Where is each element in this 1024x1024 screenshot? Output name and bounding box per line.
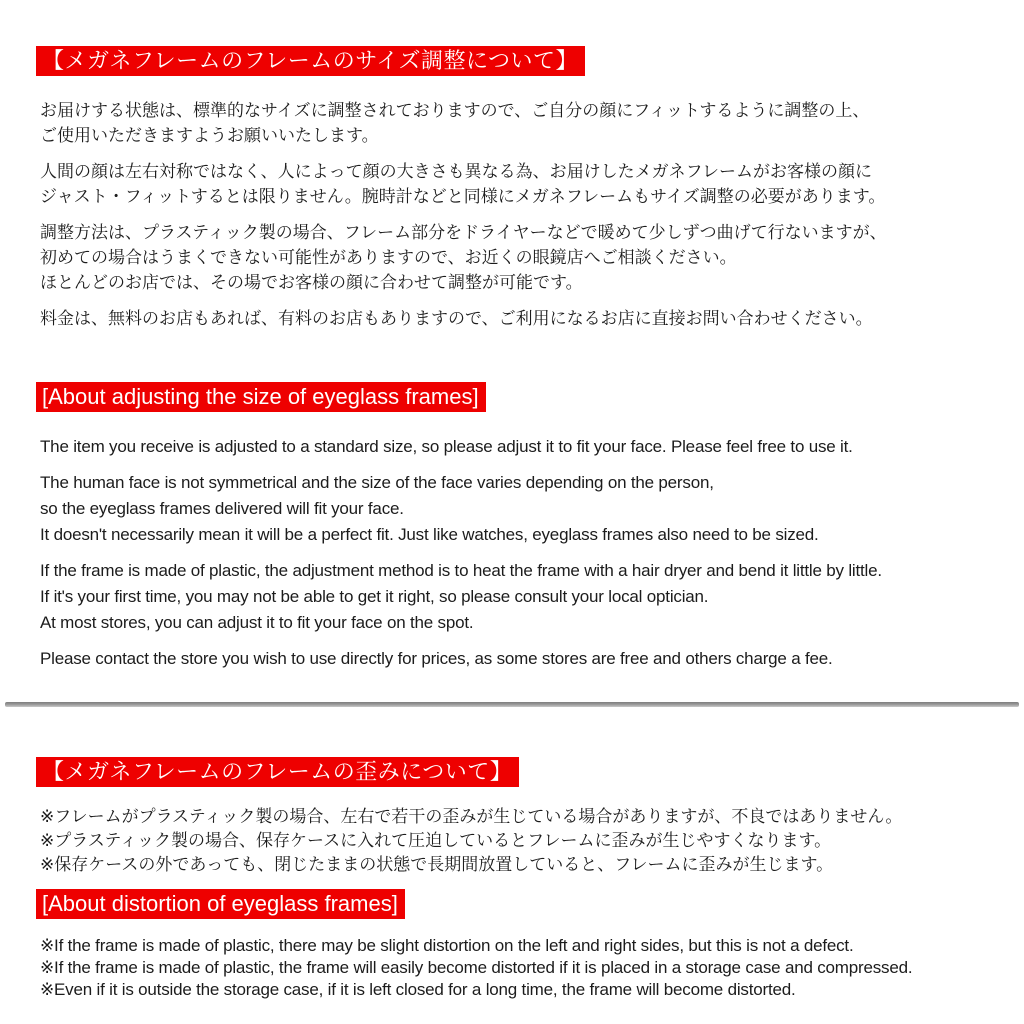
text-line: The item you receive is adjusted to a standard size, so please adjust it to fit your face. Please feel free to use it.: [40, 437, 853, 456]
jp-paragraph-delivery-state: [40, 98, 1008, 148]
distortion-heading-jp: 【メガネフレームのフレームの歪みについて】: [36, 757, 519, 787]
size-adjustment-body-en: [40, 434, 1008, 672]
size-adjustment-heading-en: [About adjusting the size of eyeglass frames]: [36, 382, 486, 412]
text-line: The human face is not symmetrical and the size of the face varies depending on the person,: [40, 473, 714, 492]
en-paragraph-face-symmetry: [40, 470, 1008, 548]
text-line: お届けする状態は、標準的なサイズに調整されておりますので、ご自分の顔にフィットするように調整の上、: [40, 101, 870, 120]
text-line: 人間の顔は左右対称ではなく、人によって顔の大きさも異なる為、お届けしたメガネフレームがお客様の顔に: [40, 162, 872, 181]
jp-note-line: ※プラスティック製の場合、保存ケースに入れて圧迫しているとフレームに歪みが生じやすくなります。: [40, 831, 832, 850]
text-line: At most stores, you can adjust it to fit your face on the spot.: [40, 613, 474, 632]
en-note-line: ※Even if it is outside the storage case, if it is left closed for a long time, the frame will become distorted.: [40, 980, 796, 999]
en-note-line: ※If the frame is made of plastic, there may be slight distortion on the left and right sides, but this is not a defect.: [40, 936, 854, 955]
text-line: so the eyeglass frames delivered will fit your face.: [40, 499, 404, 518]
en-paragraph-adjustment-method: [40, 558, 1008, 636]
size-adjustment-section: [0, 46, 1024, 672]
text-line: ジャスト・フィットするとは限りません。腕時計などと同様にメガネフレームもサイズ調整の必要があります。: [40, 187, 886, 206]
size-adjustment-heading-jp: 【メガネフレームのフレームのサイズ調整について】: [36, 46, 585, 76]
text-line: 料金は、無料のお店もあれば、有料のお店もありますので、ご利用になるお店に直接お問い合わせください。: [40, 309, 873, 328]
jp-note-line: ※保存ケースの外であっても、閉じたままの状態で長期間放置していると、フレームに歪みが生じます。: [40, 855, 834, 874]
en-paragraph-fees: [40, 646, 1008, 672]
text-line: Please contact the store you wish to use directly for prices, as some stores are free and others charge a fee.: [40, 649, 833, 668]
jp-note-line: ※フレームがプラスティック製の場合、左右で若干の歪みが生じている場合がありますが、不良ではありません。: [40, 807, 903, 826]
text-line: It doesn't necessarily mean it will be a perfect fit. Just like watches, eyeglass frames also need to be sized.: [40, 525, 819, 544]
jp-paragraph-face-symmetry: [40, 159, 1008, 209]
text-line: 初めての場合はうまくできない可能性がありますので、お近くの眼鏡店へご相談ください。: [40, 248, 737, 267]
text-line: ほとんどのお店では、その場でお客様の顔に合わせて調整が可能です。: [40, 273, 583, 292]
distortion-section: [0, 707, 1024, 1001]
size-adjustment-body-jp: [40, 98, 1008, 331]
text-line: If the frame is made of plastic, the adjustment method is to heat the frame with a hair dryer and bend it little by little.: [40, 561, 882, 580]
en-note-line: ※If the frame is made of plastic, the frame will easily become distorted if it is placed in a storage case and compressed.: [40, 958, 913, 977]
text-line: If it's your first time, you may not be able to get it right, so please consult your local optician.: [40, 587, 709, 606]
distortion-notes-jp: [40, 805, 1008, 877]
en-paragraph-delivery-state: [40, 434, 1008, 460]
text-line: 調整方法は、プラスティック製の場合、フレーム部分をドライヤーなどで暖めて少しずつ曲げて行ないますが、: [40, 223, 887, 242]
text-line: ご使用いただきますようお願いいたします。: [40, 126, 379, 145]
distortion-heading-en: [About distortion of eyeglass frames]: [36, 889, 405, 919]
jp-paragraph-adjustment-method: [40, 220, 1008, 295]
distortion-notes-en: [40, 935, 1008, 1001]
jp-paragraph-fees: [40, 306, 1008, 331]
